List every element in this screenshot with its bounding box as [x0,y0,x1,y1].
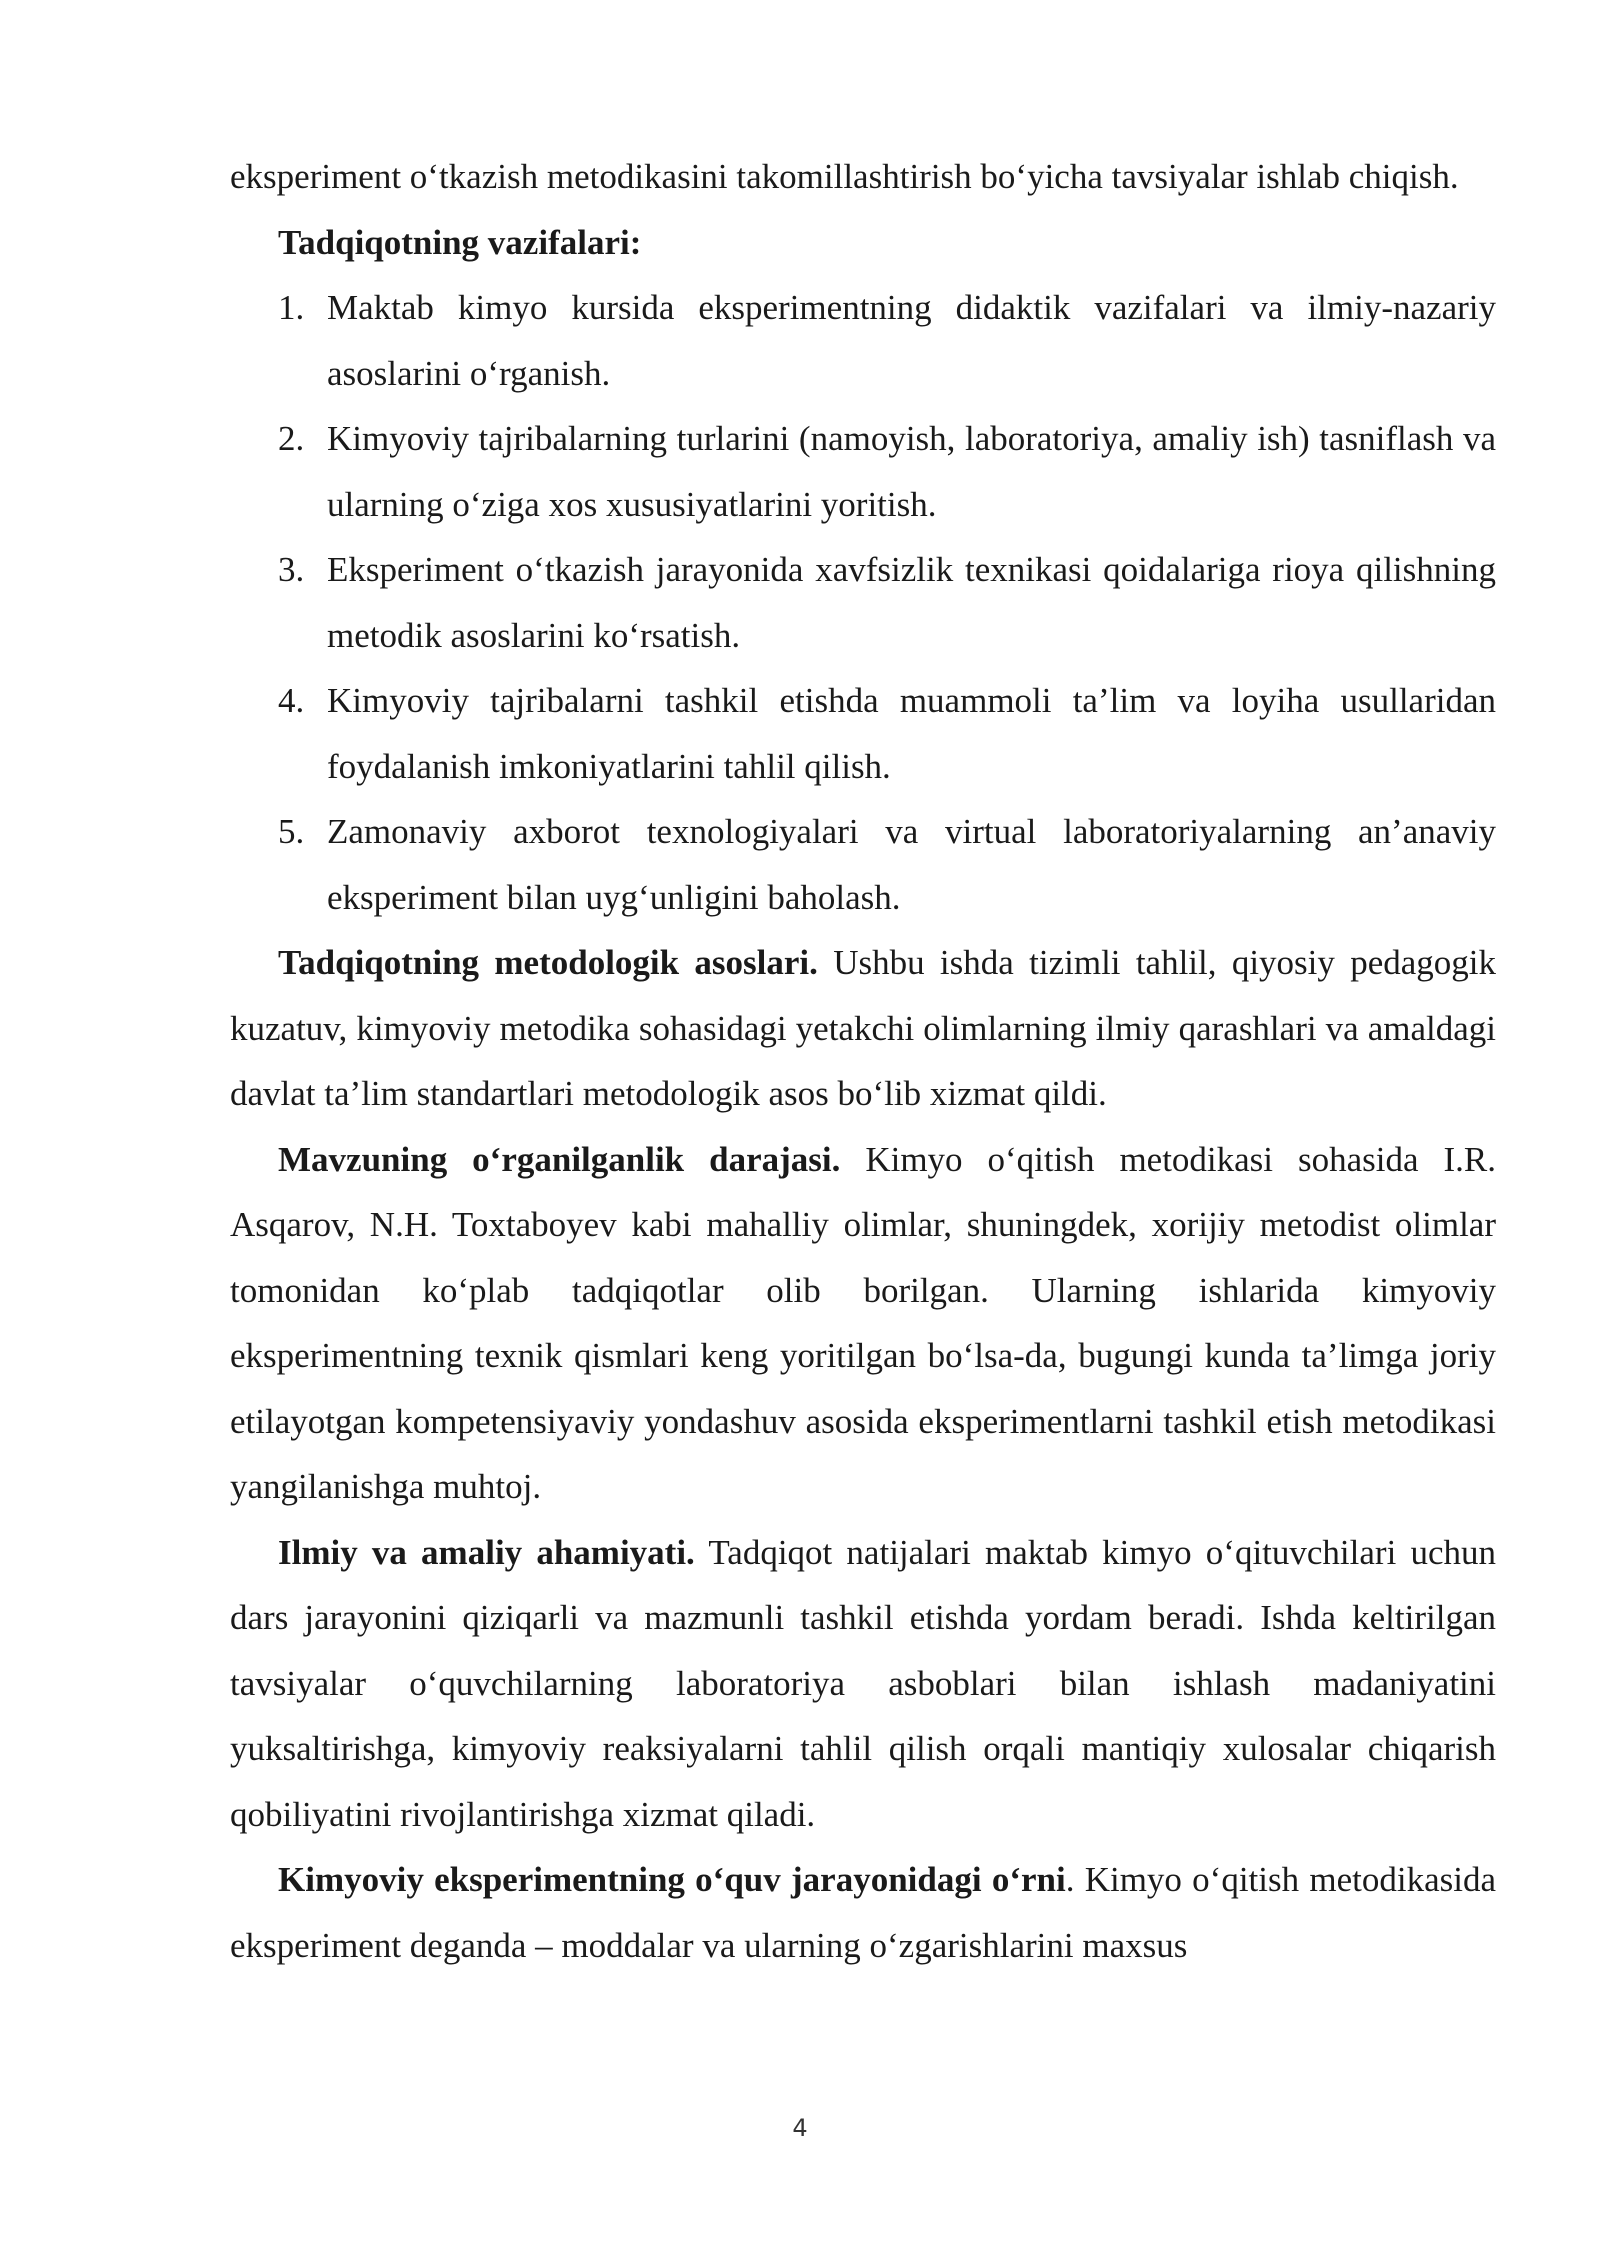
page-number: 4 [792,2114,808,2142]
significance-text: Tadqiqot natijalari maktab kimyo o‘qituvchilari uchun dars jarayonini qiziqarli va mazmunli tashkil etishda yordam beradi. Ishda keltirilgan tavsiyalar o‘quvchilarning laboratoriya asboblari bilan ishlash madaniyatini yuksaltirishga, kimyoviy reaksiyalarni tahlil qilish orqali mantiqiy xulosalar chiqarish qobiliyatini rivojlantirishga xizmat qiladi. [230,1532,1496,1834]
list-item-text: Kimyoviy tajribalarning turlarini (namoyish, laboratoriya, amaliy ish) tasniflash va ularning o‘ziga xos xususiyatlarini yoritish. [327,419,1496,524]
methodology-text: Ushbu ishda tizimli tahlil, qiyosiy pedagogik kuzatuv, kimyoviy metodika sohasidagi yetakchi olimlarning ilmiy qarashlari va amaldagi davlat ta’lim standartlari metodologik asos bo‘lib xizmat qildi. [230,943,1497,1113]
research-level-paragraph [230,1127,1496,1520]
methodology-paragraph [230,930,1496,1127]
list-item-number: 1. [278,288,305,327]
list-item [230,275,1496,406]
list-item [230,799,1496,930]
experiment-role-paragraph [230,1847,1496,1978]
list-item [230,537,1496,668]
list-item-text: Maktab kimyo kursida eksperimentning didaktik vazifalari va ilmiy-nazariy asoslarini o‘rganish. [327,288,1496,393]
list-item-text: Zamonaviy axborot texnologiyalari va virtual laboratoriyalarning an’anaviy eksperiment bilan uyg‘unligini baholash. [327,812,1496,917]
intro-continuation: eksperiment o‘tkazish metodikasini takomillashtirish bo‘yicha tavsiyalar ishlab chiqish. [230,157,1459,196]
methodology-title: Tadqiqotning metodologik asoslari. [278,943,818,982]
list-item-number: 2. [278,419,305,458]
list-item-text: Kimyoviy tajribalarni tashkil etishda muammoli ta’lim va loyiha usullaridan foydalanish imkoniyatlarini tahlil qilish. [327,681,1496,786]
document-page [230,144,1496,1978]
tasks-heading: Tadqiqotning vazifalari: [278,222,642,262]
list-item-number: 4. [278,681,305,720]
list-item-text: Eksperiment o‘tkazish jarayonida xavfsizlik texnikasi qoidalariga rioya qilishning metodik asoslarini ko‘rsatish. [327,550,1496,655]
research-level-title: Mavzuning o‘rganilganlik darajasi. [278,1139,841,1179]
research-level-text: Kimyo o‘qitish metodikasi sohasida I.R. Asqarov, N.H. Toxtaboyev kabi mahalliy olimlar, shuningdek, xorijiy metodist olimlar tomonidan ko‘plab tadqiqotlar olib borilgan. Ularning ishlarida kimyoviy eksperimentning texnik qismlari keng yoritilgan bo‘lsa-da, bugungi kunda ta’limga joriy etilayotgan kompetensiyaviy yondashuv asosida eksperimentlarni tashkil etish metodikasi yangilanishga muhtoj. [230,1139,1496,1506]
experiment-role-title: Kimyoviy eksperimentning o‘quv jarayonidagi o‘rni [278,1860,1066,1899]
list-item [230,406,1496,537]
significance-paragraph [230,1520,1496,1848]
list-item-number: 3. [278,550,305,589]
list-item [230,668,1496,799]
experiment-role-text: . Kimyo o‘qitish metodikasida eksperiment deganda – moddalar va ularning o‘zgarishlarini maxsus [230,1860,1496,1965]
list-item-number: 5. [278,812,305,851]
significance-title: Ilmiy va amaliy ahamiyati. [278,1532,695,1572]
tasks-list [230,275,1496,930]
